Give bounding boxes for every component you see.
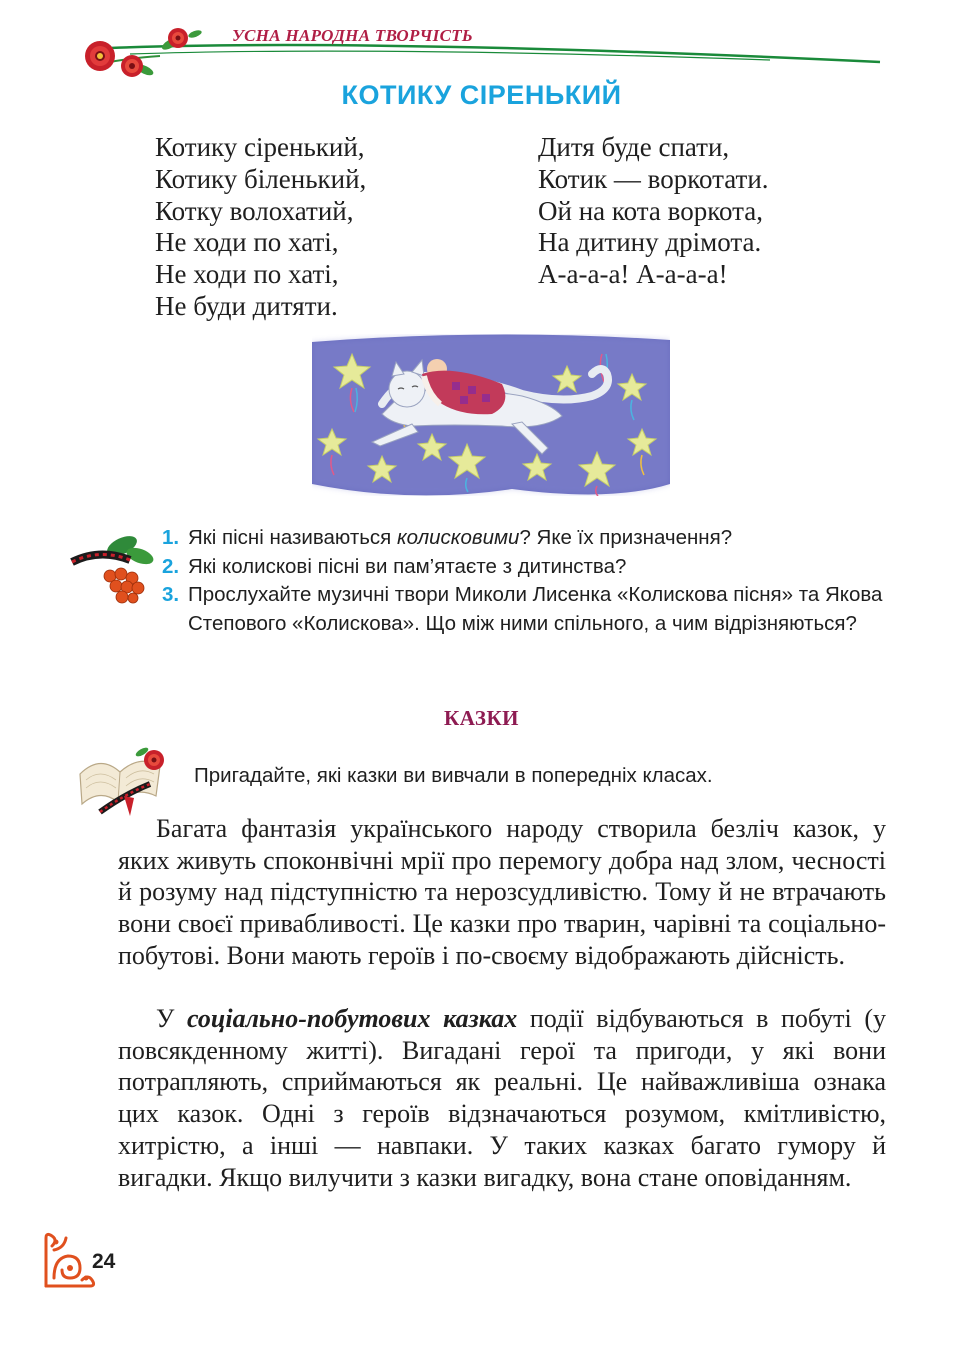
poem-line: Котку волохатий, xyxy=(155,195,354,226)
tales-paragraph-1: Багата фантазія українського народу створила безліч казок, у яких живуть споконвічні мрії про перемогу добра над злом, чесності й розуму над підступністю та нерозсудливістю. Тому й не втрачають вони своєї привабливості. Це казки про тварин, чарівні та соціально-побутові. Вони мають героїв і по-своєму відображають дійсність. xyxy=(118,814,886,970)
recall-prompt: Пригадайте, які казки ви вивчали в попередніх класах. xyxy=(194,764,713,787)
page-number: 24 xyxy=(92,1250,116,1273)
question-number: 1. xyxy=(162,526,180,549)
poem-right-column xyxy=(538,132,769,291)
question-item xyxy=(162,524,922,553)
corner-ornament-icon xyxy=(40,1228,96,1290)
poem-line: На дитину дрімота. xyxy=(538,227,762,258)
question-number: 2. xyxy=(162,554,180,578)
poem-line: Ой на кота воркота, xyxy=(538,195,763,226)
question-text-part: ? Яке їх призначення? xyxy=(519,526,733,549)
question-list xyxy=(162,524,922,638)
poem-line: А-а-а-а! А-а-а-а! xyxy=(538,259,728,290)
question-text xyxy=(188,526,732,549)
question-item xyxy=(162,553,922,582)
tales-section-title: КАЗКИ xyxy=(443,706,519,730)
paragraph-text: У xyxy=(156,1004,187,1033)
tales-paragraph-2 xyxy=(118,1003,886,1193)
poem-line: Котику біленький, xyxy=(155,163,367,194)
poem-line: Котик — воркотати. xyxy=(538,163,769,194)
poem-line: Котику сіренький, xyxy=(155,132,365,162)
question-text: Прослухайте музичні твори Миколи Лисенка «Колискова пісня» та Якова Степового «Колискова». Що між ними спільного, а чим відрізняються? xyxy=(188,583,883,635)
flowers-ornament-icon xyxy=(70,18,890,88)
question-text-part: Які пісні називаються xyxy=(188,526,397,549)
open-book-icon xyxy=(70,734,170,820)
question-text: Які колискові пісні ви пам’ятаєте з дитинства? xyxy=(188,554,627,578)
poem-title: КОТИКУ СІРЕНЬКИЙ xyxy=(341,80,622,110)
poem-line: Не ходи по хаті, xyxy=(155,259,339,290)
poem-line: Не буди дитяти. xyxy=(155,290,338,321)
emphasized-term: соціально-побутових казках xyxy=(187,1004,518,1033)
poem-line: Не ходи по хаті, xyxy=(155,227,339,258)
paragraph-text: події відбуваються в побуті (у повсякденному житті). Вигадані герої та пригоди, у які вони потрапляють, сприймаються як реальні. Це найважливіша ознака цих казок. Одні з героїв відзначаються розумом, кмітливістю, хитрістю, а інші — навпаки. У таких казках багато гумору й вигадки. Якщо вилучити з казки вигадку, вона стане оповіданням. xyxy=(118,1004,886,1192)
question-item xyxy=(162,581,922,638)
poem-left-column xyxy=(155,132,366,323)
question-emphasis: колисковими xyxy=(396,526,520,549)
question-number: 3. xyxy=(162,583,180,606)
poem-line: Дитя буде спати, xyxy=(538,132,730,162)
section-header: УСНА НАРОДНА ТВОРЧІСТЬ xyxy=(232,26,473,45)
viburnum-berries-icon xyxy=(70,526,160,606)
cat-and-child-illustration xyxy=(312,334,670,496)
